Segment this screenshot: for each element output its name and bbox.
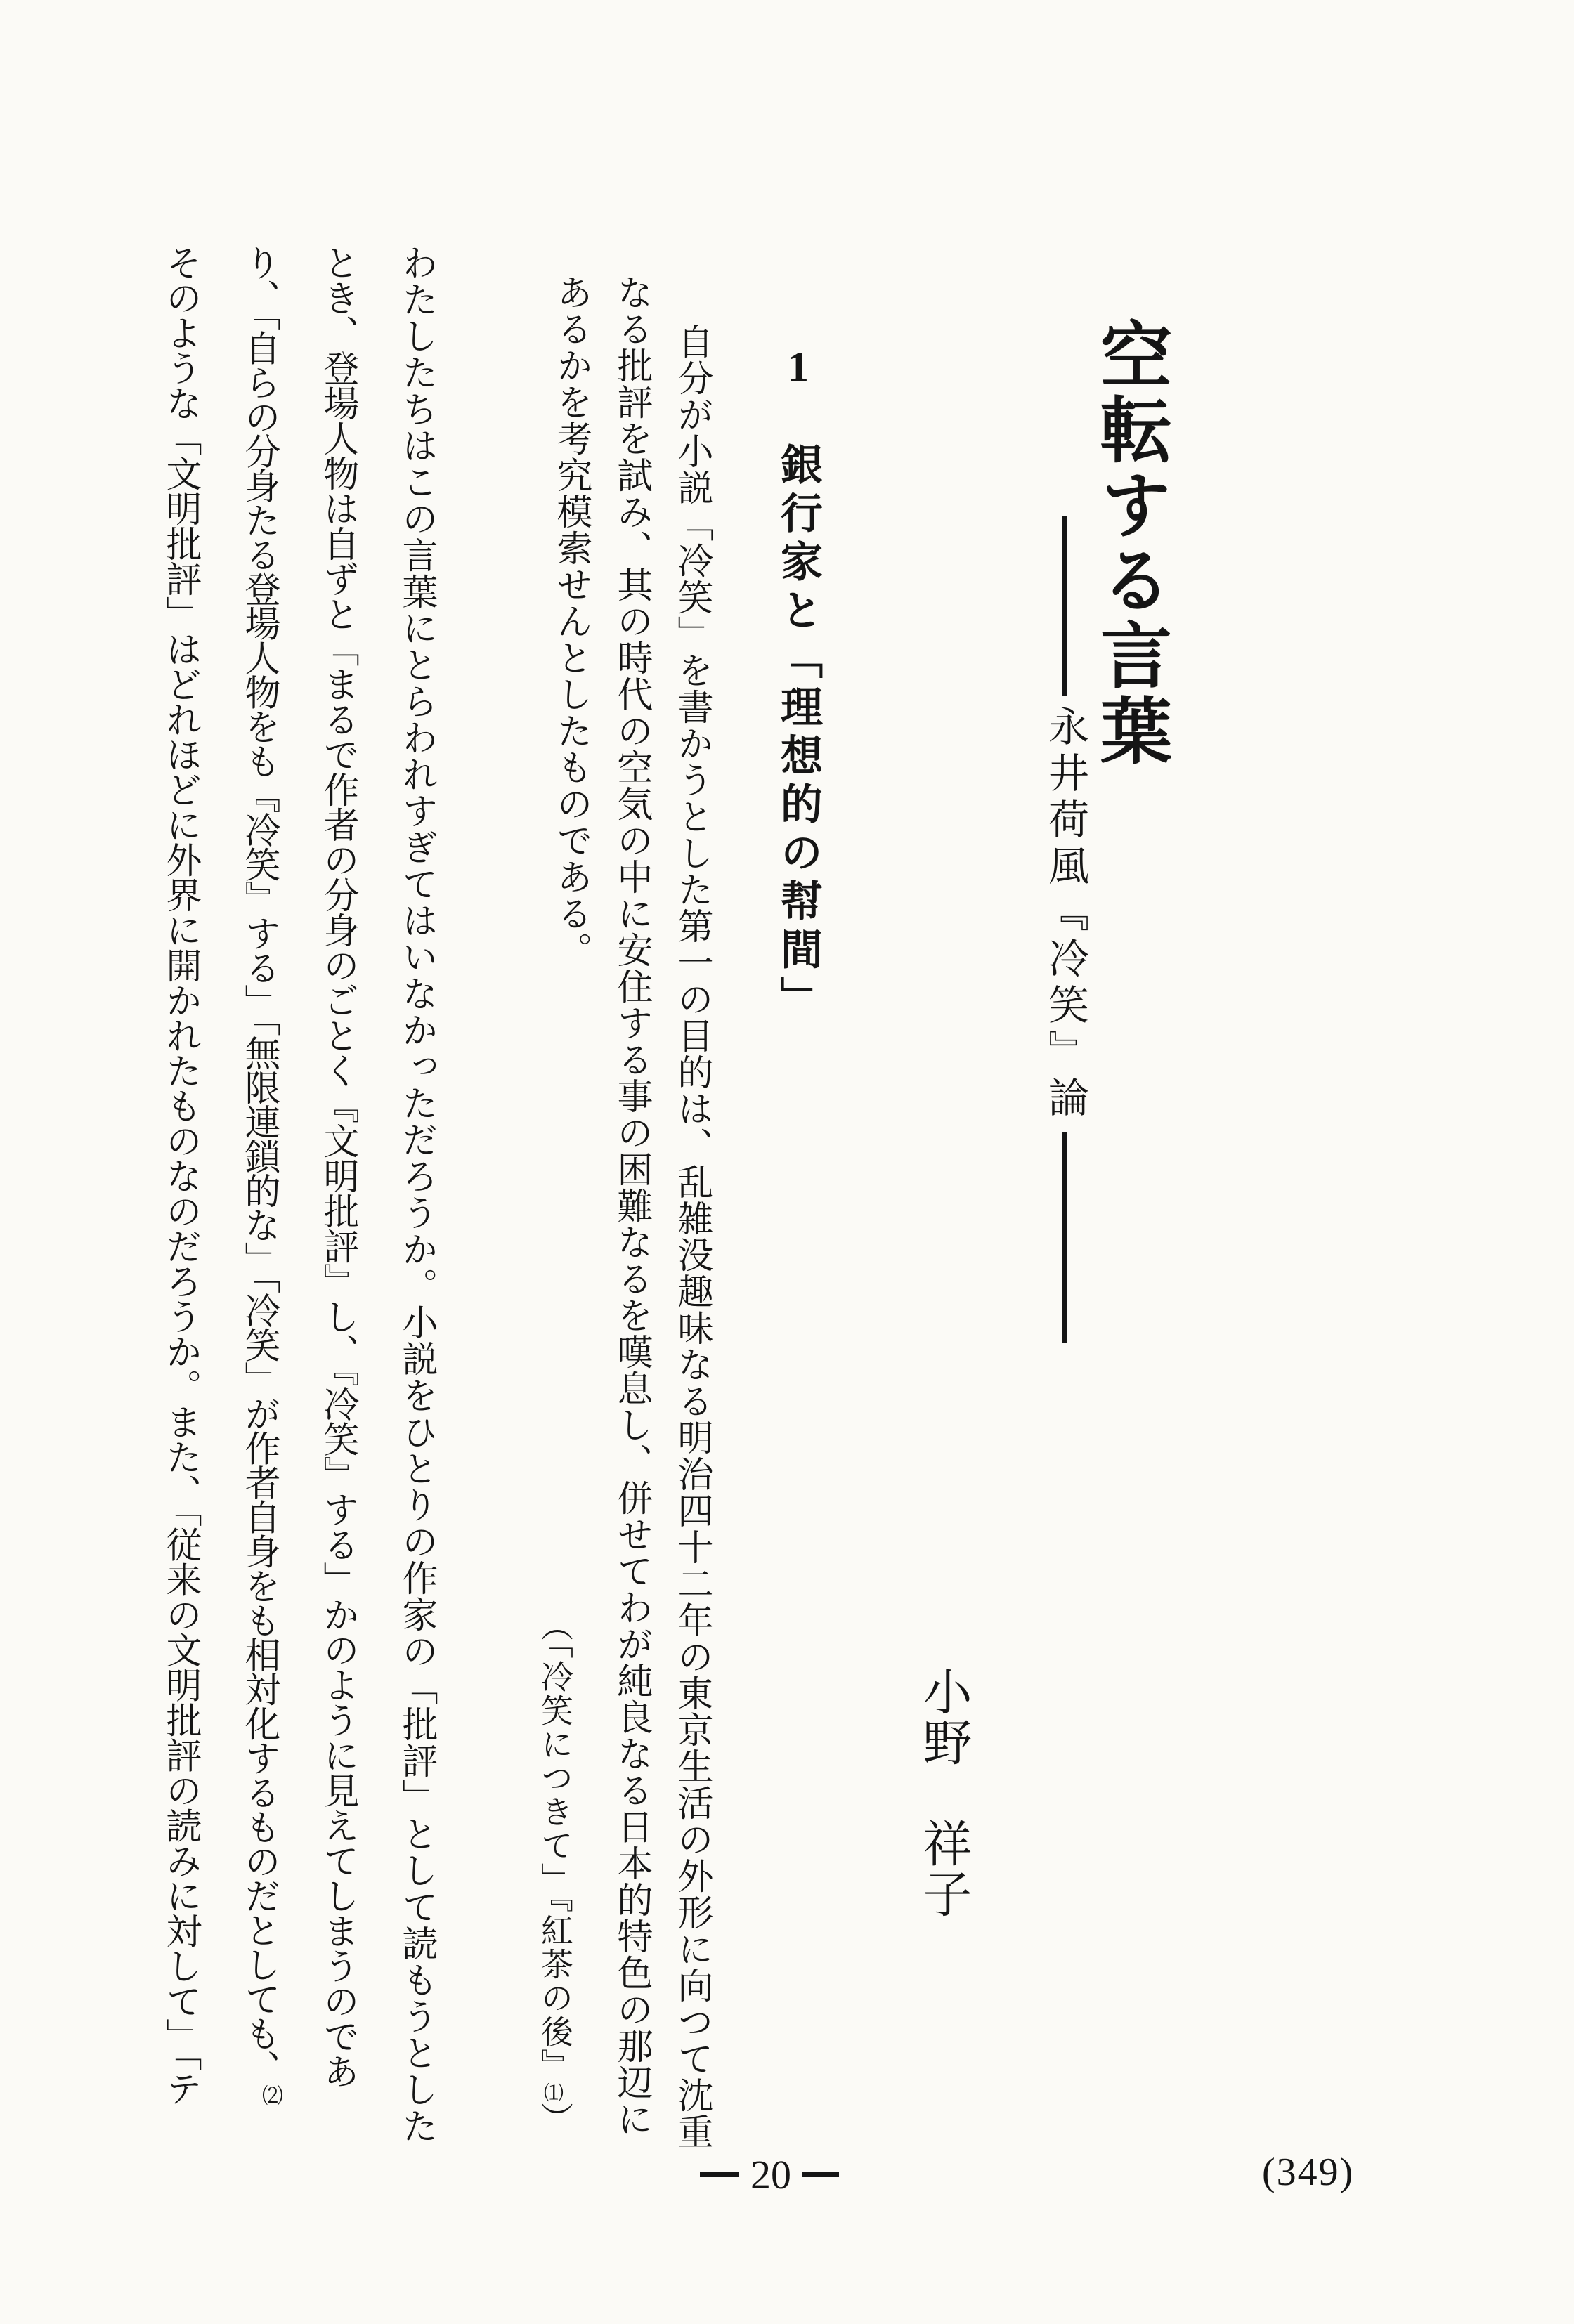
section-number: 1 [788,344,809,390]
paragraph-line: わたしたちはこの言葉にとらわれすぎてはいなかっただろうか。小説をひとりの作家の「批評」として読もうとした [396,244,436,2144]
quote-citation-close: ） [537,2102,573,2136]
page-number-dash-right [802,2172,839,2177]
paragraph-line-text: り、「自らの分身たる登場人物をも『冷笑』する」「無限連鎖的な」「冷笑」が作者自身をも相対化するものだとしても、 [239,244,278,2084]
footnote-1-marker: ⑴ [541,2082,563,2102]
section-heading [777,346,819,1024]
quote-line: なる批評を試み、其の時代の空気の中に安住する事の困難なるを嘆息し、併せてわが純良なる日本的特色の那辺に [611,274,651,2137]
page-number-footer [700,2151,839,2198]
quote-citation [538,1609,571,2136]
quote-citation-text: （「冷笑につきて」『紅茶の後』 [537,1609,573,2082]
page-number: 20 [750,2152,791,2198]
paper-subtitle-text: 永井荷風『冷笑』論 [1042,705,1088,1123]
subtitle-dash-top [1062,516,1067,696]
paragraph-line [239,244,282,2106]
paragraph-line: そのような「文明批評」はどれほどに外界に開かれたものなのだろうか。また、「従来の文明批評の読みに対して」「テ [160,244,200,2106]
paper-title: 空転する言葉 [1090,318,1169,769]
issue-number: (349) [1262,2150,1355,2194]
quote-line: 自分が小説「冷笑」を書かうとした第一の目的は、乱雑没趣味なる明治四十二年の東京生活の外形に向つて沈重 [672,323,711,2150]
subtitle-dash-bottom [1062,1132,1067,1343]
paragraph-line: とき、登場人物は自ずと「まるで作者の分身のごとく『文明批評』し、『冷笑』する」かのように見えてしまうのであ [318,244,357,2089]
section-title: 銀行家と「理想的の幇間」 [775,443,821,1024]
quote-line: あるかを考究模索せんとしたものである。 [551,274,590,968]
paper-subtitle [1040,516,1089,1409]
author-name: 小野 祥子 [916,1666,970,1919]
page-number-dash-left [700,2172,739,2177]
footnote-2-marker: ⑵ [259,2084,282,2106]
